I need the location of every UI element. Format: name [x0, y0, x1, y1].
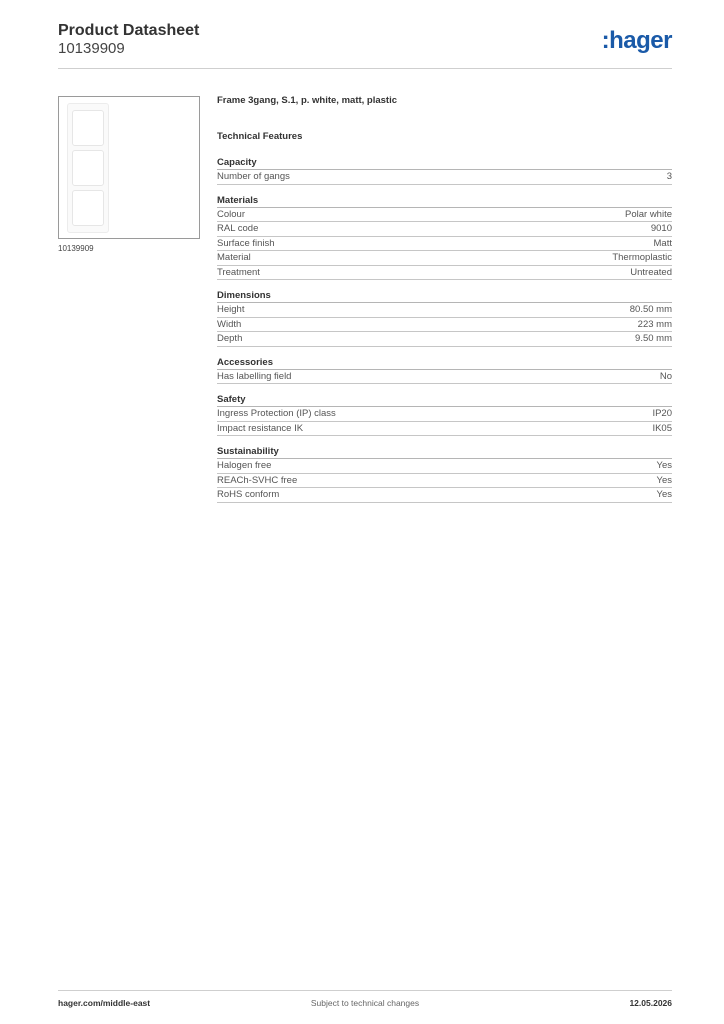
gang-slot: [72, 150, 104, 186]
spec-row: [217, 370, 672, 385]
spec-value: Polar white: [625, 208, 672, 220]
gang-slot: [72, 190, 104, 226]
spec-value: 80.50 mm: [629, 304, 672, 315]
spec-value: Matt: [653, 237, 672, 249]
spec-value: 9.50 mm: [635, 333, 672, 344]
spec-label: RAL code: [217, 223, 259, 234]
spec-label: Number of gangs: [217, 171, 290, 182]
spec-label: Has labelling field: [217, 370, 292, 382]
spec-row: [217, 222, 672, 237]
spec-value: Yes: [656, 460, 672, 471]
section-accessories: [217, 356, 672, 385]
image-caption: 10139909: [58, 244, 94, 253]
spec-row: [217, 332, 672, 347]
spec-value: 3: [666, 171, 672, 182]
section-title: Dimensions: [217, 289, 672, 303]
spec-label: Height: [217, 304, 245, 315]
section-title: Materials: [217, 194, 672, 208]
hager-logo: :hager: [601, 27, 672, 54]
section-capacity: [217, 156, 672, 185]
footer-note: Subject to technical changes: [310, 998, 420, 1008]
spec-row: [217, 407, 672, 422]
section-title: Sustainability: [217, 445, 672, 459]
spec-row: [217, 459, 672, 474]
spec-label: Surface finish: [217, 237, 275, 249]
footer-url-link[interactable]: hager.com/middle-east: [58, 998, 151, 1008]
gang-slot: [72, 110, 104, 146]
spec-value: 223 mm: [637, 318, 672, 330]
spec-row: [217, 488, 672, 503]
spec-label: RoHS conform: [217, 489, 280, 500]
spec-value: Yes: [656, 474, 672, 486]
section-title: Safety: [217, 393, 672, 407]
section-materials: [217, 194, 672, 281]
spec-row: [217, 422, 672, 437]
section-title: Capacity: [217, 156, 672, 170]
spec-value: Thermoplastic: [612, 252, 672, 263]
product-image: [58, 96, 200, 239]
spec-label: Impact resistance IK: [217, 422, 304, 434]
spec-row: [217, 303, 672, 318]
footer-date: 12.05.2026: [629, 998, 672, 1008]
spec-label: Width: [217, 318, 242, 330]
section-sustainability: [217, 445, 672, 503]
spec-value: IK05: [652, 422, 672, 434]
spec-label: Material: [217, 252, 251, 263]
spec-value: Yes: [656, 489, 672, 500]
technical-features-heading: Technical Features: [217, 131, 303, 142]
spec-row: [217, 251, 672, 266]
spec-label: Colour: [217, 208, 245, 220]
spec-value: Untreated: [630, 266, 672, 278]
page-header: [58, 22, 672, 68]
product-number: 10139909: [58, 40, 125, 57]
spec-row: [217, 170, 672, 185]
spec-value: 9010: [650, 223, 672, 234]
spec-value: IP20: [652, 408, 672, 419]
footer-divider: [58, 990, 672, 991]
section-dimensions: [217, 289, 672, 347]
spec-label: REACh-SVHC free: [217, 474, 298, 486]
spec-row: [217, 474, 672, 489]
document-title: Product Datasheet: [58, 22, 200, 39]
spec-row: [217, 208, 672, 223]
spec-row: [217, 266, 672, 281]
feature-sections: [217, 156, 672, 503]
frame-3gang-illustration: [67, 103, 109, 233]
datasheet-content: [217, 94, 672, 512]
product-description: Frame 3gang, S.1, p. white, matt, plastic: [217, 95, 398, 106]
page-footer: [58, 998, 672, 1010]
spec-row: [217, 237, 672, 252]
spec-label: Depth: [217, 333, 243, 344]
spec-label: Treatment: [217, 266, 260, 278]
spec-value: No: [659, 370, 672, 382]
spec-row: [217, 318, 672, 333]
spec-label: Halogen free: [217, 460, 272, 471]
spec-label: Ingress Protection (IP) class: [217, 408, 336, 419]
section-safety: [217, 393, 672, 436]
section-title: Accessories: [217, 356, 672, 370]
header-divider: [58, 68, 672, 69]
